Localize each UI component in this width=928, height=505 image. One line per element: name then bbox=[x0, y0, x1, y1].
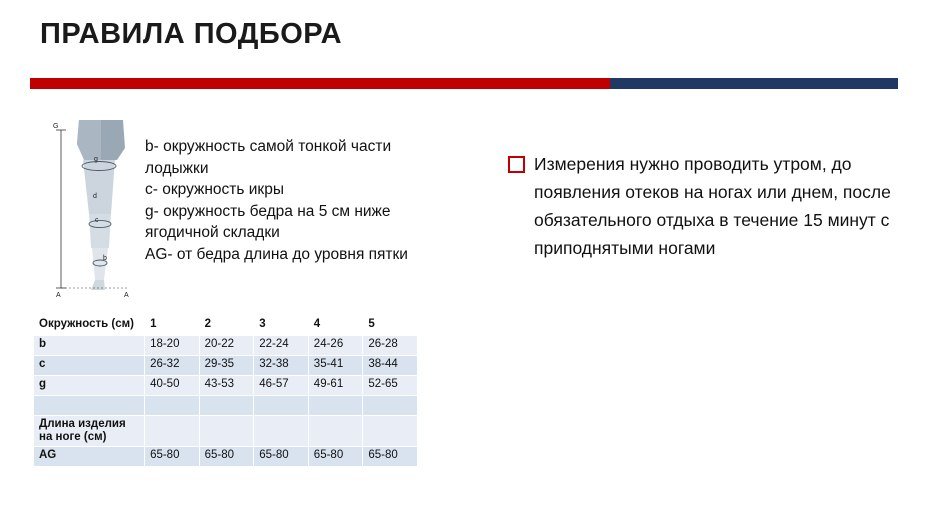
section-col-4 bbox=[308, 416, 363, 447]
table-row bbox=[34, 447, 418, 467]
title-rule-red bbox=[30, 78, 610, 89]
table-header-col-2: 2 bbox=[199, 316, 254, 336]
row-label-c: c bbox=[34, 356, 145, 376]
legend-line-b: b- окружность самой тонкой части лодыжки bbox=[145, 138, 392, 177]
row-label-g: g bbox=[34, 376, 145, 396]
spacer-label bbox=[34, 396, 145, 416]
row-c-col-4: 35-41 bbox=[308, 356, 363, 376]
row-c-col-5: 38-44 bbox=[363, 356, 418, 376]
size-table-wrapper bbox=[33, 315, 418, 467]
row-b-col-3: 22-24 bbox=[254, 336, 309, 356]
table-header-col-3: 3 bbox=[254, 316, 309, 336]
spacer-col-1 bbox=[145, 396, 200, 416]
row-b-col-1: 18-20 bbox=[145, 336, 200, 356]
row-ag-col-5: 65-80 bbox=[363, 447, 418, 467]
page-title: ПРАВИЛА ПОДБОРА bbox=[40, 18, 343, 50]
row-ag-col-1: 65-80 bbox=[145, 447, 200, 467]
row-g-col-3: 46-57 bbox=[254, 376, 309, 396]
row-b-col-5: 26-28 bbox=[363, 336, 418, 356]
row-g-col-2: 43-53 bbox=[199, 376, 254, 396]
measurement-note-text: Измерения нужно проводить утром, до появления отеков на ногах или днем, после обязательного отдыха в течение 15 минут с приподнятыми ногами bbox=[534, 154, 891, 258]
diagram-label-g: g bbox=[94, 156, 98, 163]
diagram-label-c: c bbox=[95, 217, 99, 224]
row-ag-col-4: 65-80 bbox=[308, 447, 363, 467]
table-header-row bbox=[34, 316, 418, 336]
row-label-ag: AG bbox=[34, 447, 145, 467]
table-header-col-1: 1 bbox=[145, 316, 200, 336]
leg-measurement-diagram bbox=[45, 118, 150, 298]
row-c-col-1: 26-32 bbox=[145, 356, 200, 376]
section-col-1 bbox=[145, 416, 200, 447]
spacer-col-2 bbox=[199, 396, 254, 416]
table-section-row bbox=[34, 416, 418, 447]
diagram-label-d: d bbox=[93, 193, 97, 200]
measurement-note bbox=[508, 150, 908, 262]
row-g-col-4: 49-61 bbox=[308, 376, 363, 396]
legend-line-c: c- окружность икры bbox=[145, 181, 284, 198]
row-ag-col-3: 65-80 bbox=[254, 447, 309, 467]
diagram-label-a-right: A bbox=[124, 292, 129, 298]
table-header-label: Окружность (см) bbox=[34, 316, 145, 336]
legend-line-g: g- окружность бедра на 5 см ниже ягодичной складки bbox=[145, 202, 391, 241]
row-g-col-5: 52-65 bbox=[363, 376, 418, 396]
size-table bbox=[33, 315, 418, 467]
diagram-label-g-top: G bbox=[53, 123, 59, 130]
row-c-col-3: 32-38 bbox=[254, 356, 309, 376]
measurement-legend bbox=[145, 136, 445, 265]
section-col-2 bbox=[199, 416, 254, 447]
table-row bbox=[34, 376, 418, 396]
table-row bbox=[34, 336, 418, 356]
section-col-5 bbox=[363, 416, 418, 447]
row-c-col-2: 29-35 bbox=[199, 356, 254, 376]
row-label-b: b bbox=[34, 336, 145, 356]
bullet-square-icon bbox=[508, 156, 525, 173]
row-ag-col-2: 65-80 bbox=[199, 447, 254, 467]
table-header-col-5: 5 bbox=[363, 316, 418, 336]
title-rule-navy bbox=[610, 78, 898, 89]
spacer-col-3 bbox=[254, 396, 309, 416]
table-header-col-4: 4 bbox=[308, 316, 363, 336]
section-col-3 bbox=[254, 416, 309, 447]
table-spacer-row bbox=[34, 396, 418, 416]
spacer-col-4 bbox=[308, 396, 363, 416]
diagram-label-a-left: A bbox=[56, 292, 61, 298]
section-label-length: Длина изделия на ноге (см) bbox=[34, 416, 145, 447]
table-row bbox=[34, 356, 418, 376]
legend-line-ag: AG- от бедра длина до уровня пятки bbox=[145, 245, 408, 263]
diagram-label-b: b bbox=[103, 255, 107, 262]
spacer-col-5 bbox=[363, 396, 418, 416]
row-g-col-1: 40-50 bbox=[145, 376, 200, 396]
row-b-col-4: 24-26 bbox=[308, 336, 363, 356]
row-b-col-2: 20-22 bbox=[199, 336, 254, 356]
